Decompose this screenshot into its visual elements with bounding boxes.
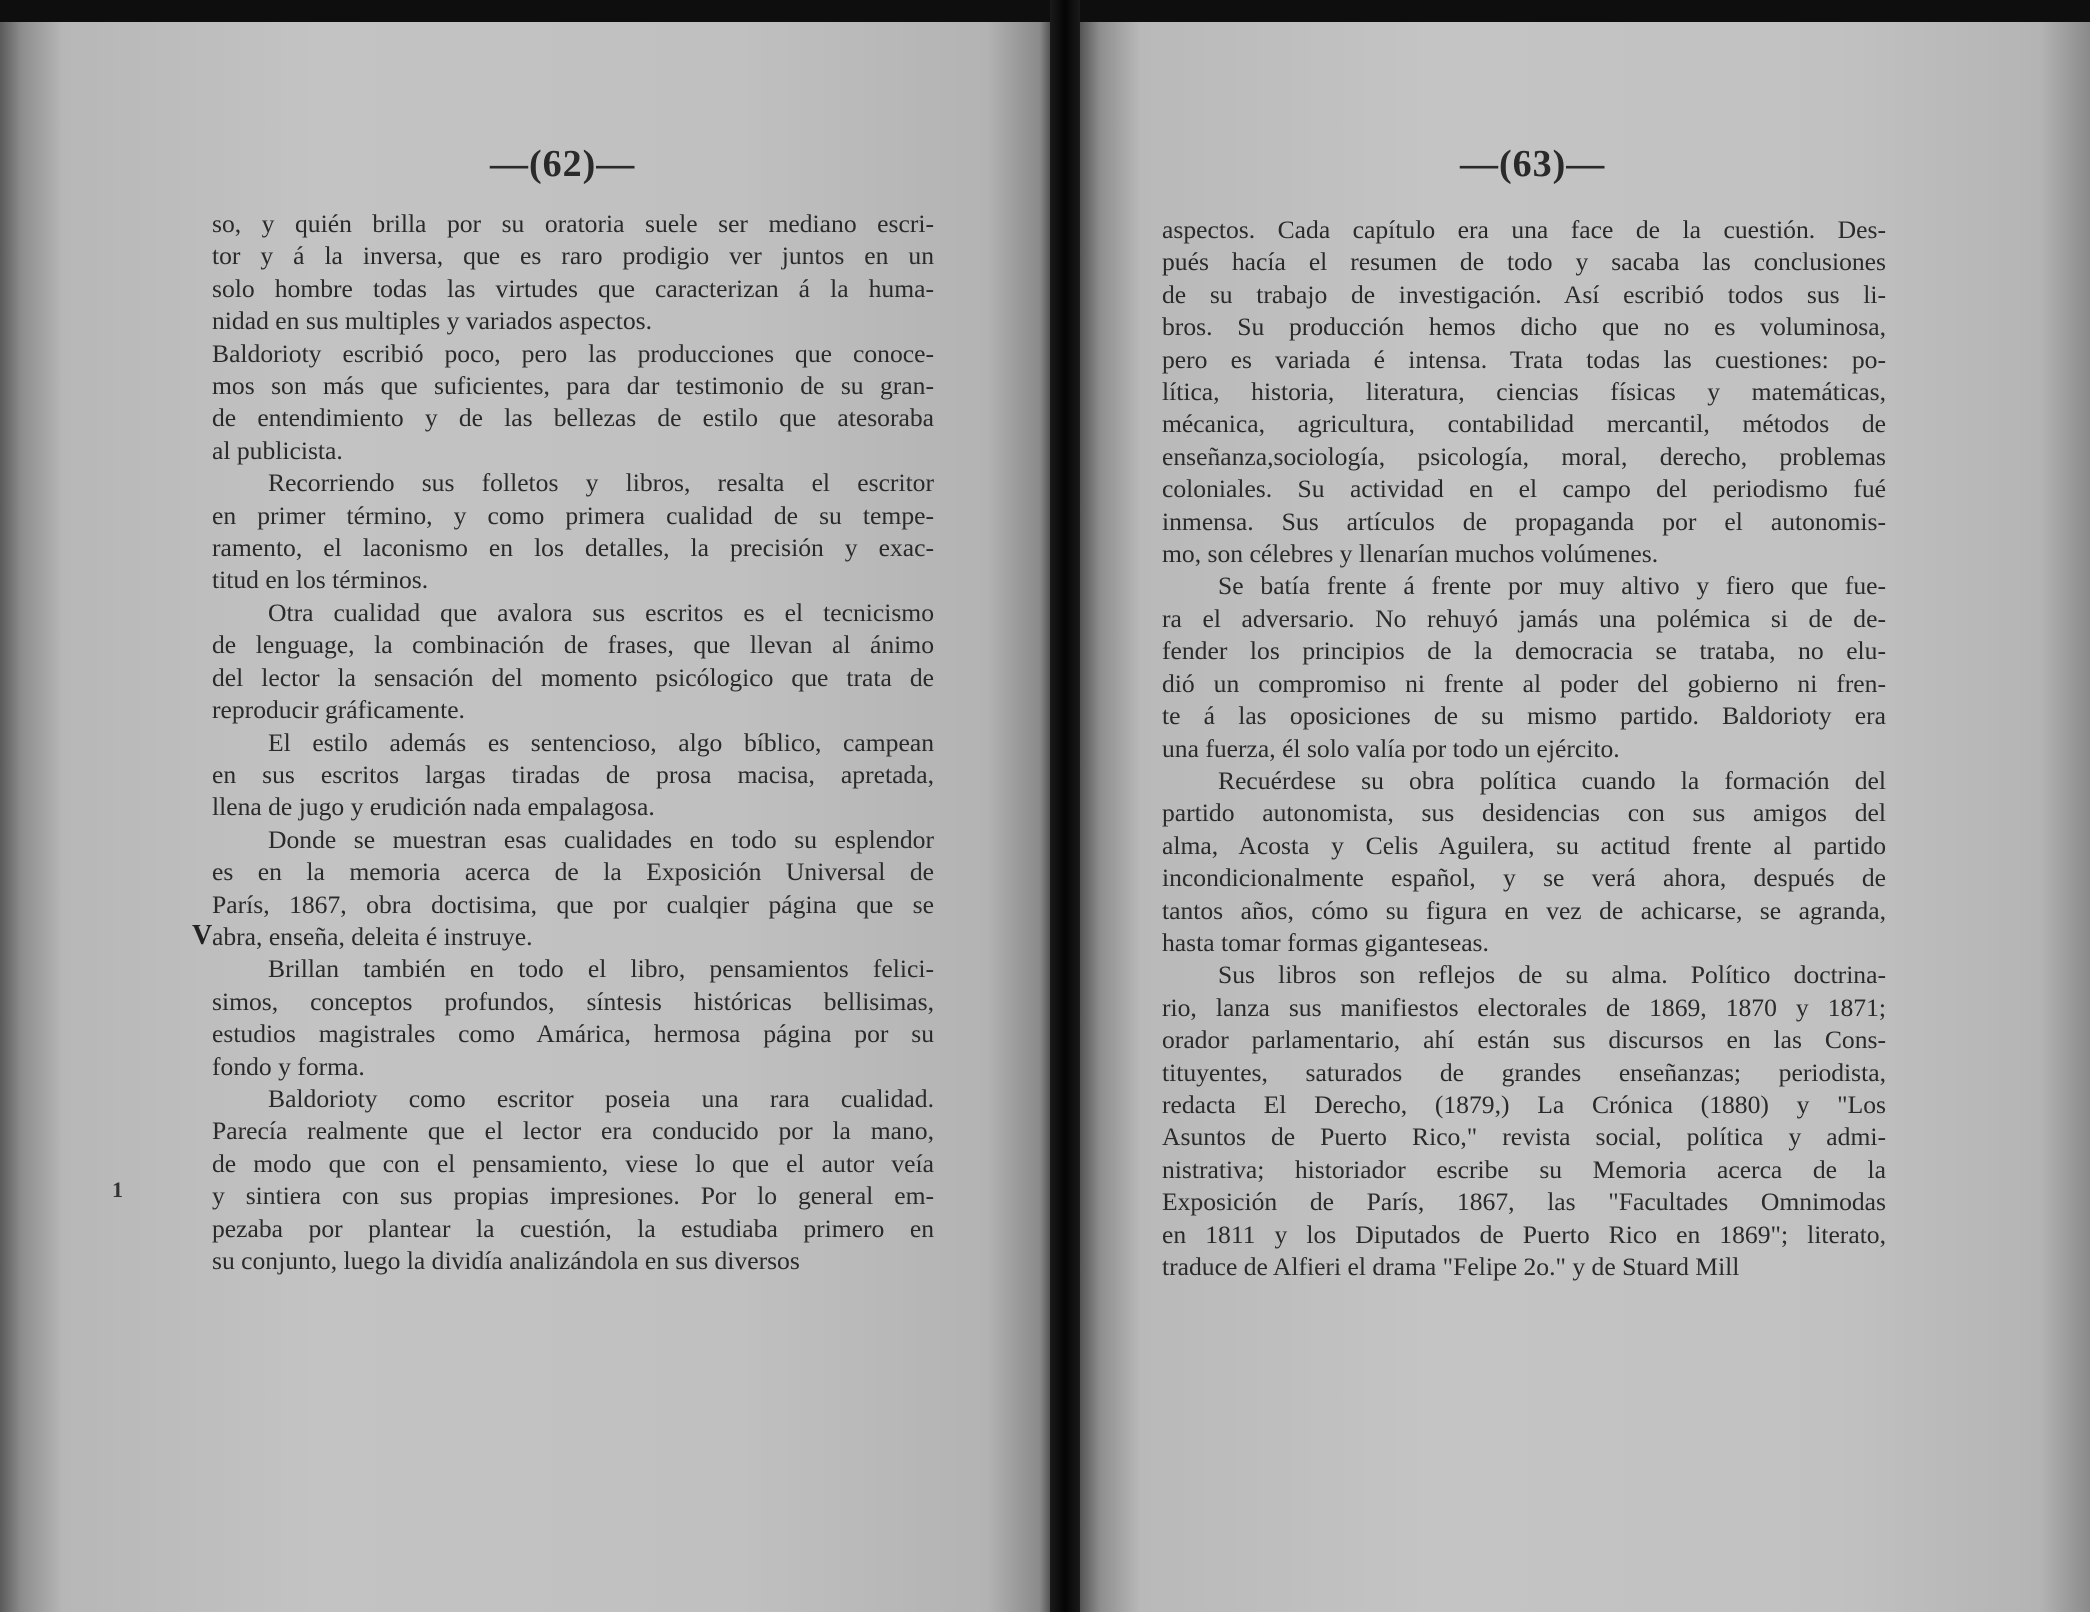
text-line: lítica, historia, literatura, ciencias físicas y matemáticas, (1162, 377, 1886, 407)
paragraph (212, 597, 934, 727)
text-line: del lector la sensación del momento psicólogico que trata de (212, 662, 934, 692)
text-line: Asuntos de Puerto Rico," revista social, política y admi- (1162, 1122, 1886, 1152)
text-line: pezaba por plantear la cuestión, la estudiaba primero en (212, 1213, 934, 1243)
text-line: enseñanza,sociología, psicología, moral, derecho, problemas (1162, 441, 1886, 471)
text-line: en 1811 y los Diputados de Puerto Rico en 1869"; literato, (1162, 1219, 1886, 1249)
text-line: nistrativa; historiador escribe su Memoria acerca de la (1162, 1154, 1886, 1184)
text-line: redacta El Derecho, (1879,) La Crónica (1880) y "Los (1162, 1089, 1886, 1119)
text-line: en primer término, y como primera cualidad de su tempe- (212, 500, 934, 530)
text-line: nidad en sus multiples y variados aspectos. (212, 306, 652, 336)
paragraph (1162, 959, 1886, 1283)
text-line: reproducir gráficamente. (212, 695, 465, 725)
text-line: Parecía realmente que el lector era conducido por la mano, (212, 1116, 934, 1146)
paragraph (1162, 765, 1886, 959)
text-line: pués hacía el resumen de todo y sacaba las conclusiones (1162, 247, 1886, 277)
text-line: abra, enseña, deleita é instruye. (212, 921, 533, 951)
page-body-text (212, 208, 934, 1277)
text-line: Sus libros son reflejos de su alma. Político doctrina- (1218, 960, 1886, 990)
text-line: alma, Acosta y Celis Aguilera, su actitud frente al partido (1162, 830, 1886, 860)
text-line: Otra cualidad que avalora sus escritos es el tecnicismo (268, 597, 934, 627)
text-line: tantos años, cómo su figura en vez de achicarse, se agranda, (1162, 895, 1886, 925)
page-number: —(63)— (1460, 143, 1606, 185)
text-line: Exposición de París, 1867, las "Facultades Omnimodas (1162, 1187, 1886, 1217)
text-line: dió un compromiso ni frente al poder del gobierno ni fren- (1162, 668, 1886, 698)
text-line: Recuérdese su obra política cuando la formación del (1218, 765, 1886, 795)
text-line: de modo que con el pensamiento, viese lo que el autor veía (212, 1148, 934, 1178)
text-line: coloniales. Su actividad en el campo del periodismo fué (1162, 474, 1886, 504)
text-line: te á las oposiciones de su mismo partido. Baldorioty era (1162, 701, 1886, 731)
text-line: Brillan también en todo el libro, pensamientos felici- (268, 954, 934, 984)
paragraph (212, 467, 934, 597)
text-line: El estilo además es sentencioso, algo bíblico, campean (268, 727, 934, 757)
text-line: fondo y forma. (212, 1051, 365, 1081)
text-line: orador parlamentario, ahí están sus discursos en las Cons- (1162, 1025, 1886, 1055)
text-line: aspectos. Cada capítulo era una face de la cuestión. Des- (1162, 215, 1886, 244)
text-line: ra el adversario. No rehuyó jamás una polémica si de de- (1162, 603, 1886, 633)
text-line: en sus escritos largas tiradas de prosa macisa, apretada, (212, 759, 934, 789)
text-line: simos, conceptos profundos, síntesis históricas bellisimas, (212, 986, 934, 1016)
paragraph (212, 727, 934, 824)
text-line: so, y quién brilla por su oratoria suele ser mediano escri- (212, 209, 934, 238)
text-line: rio, lanza sus manifiestos electorales de 1869, 1870 y 1871; (1162, 992, 1886, 1022)
margin-annotation: V (192, 920, 213, 951)
text-line: mécanica, agricultura, contabilidad mercantil, métodos de (1162, 409, 1886, 439)
text-line: mos son más que suficientes, para dar testimonio de su gran- (212, 371, 934, 401)
text-line: bros. Su producción hemos dicho que no es voluminosa, (1162, 312, 1886, 342)
text-line: pero es variada é intensa. Trata todas las cuestiones: po- (1162, 344, 1886, 374)
right-page (1080, 22, 2090, 1612)
text-line: ramento, el laconismo en los detalles, la precisión y exac- (212, 533, 934, 563)
text-line: traduce de Alfieri el drama "Felipe 2o." y de Stuard Mill (1162, 1252, 1740, 1281)
text-line: mo, son célebres y llenarían muchos volúmenes. (1162, 539, 1659, 569)
text-line: una fuerza, él solo valía por todo un ejército. (1162, 733, 1620, 763)
paragraph (1162, 214, 1886, 570)
text-line: inmensa. Sus artículos de propaganda por el autonomis- (1162, 506, 1886, 536)
edge-annotation: 1 (112, 1177, 123, 1202)
text-line: París, 1867, obra doctisima, que por cualqier página que se (212, 889, 934, 919)
text-line: solo hombre todas las virtudes que caracterizan á la huma- (212, 273, 934, 303)
paragraph (212, 824, 934, 954)
page-number: —(62)— (490, 143, 636, 185)
text-line: de entendimiento y de las bellezas de estilo que atesoraba (212, 403, 934, 433)
text-line: partido autonomista, sus desidencias con sus amigos del (1162, 798, 1886, 828)
text-line: Baldorioty como escritor poseia una rara cualidad. (268, 1083, 934, 1113)
paragraph (212, 953, 934, 1083)
text-line: al publicista. (212, 435, 343, 465)
text-line: Se batía frente á frente por muy altivo y fiero que fue- (1218, 571, 1886, 601)
text-line: su conjunto, luego la dividía analizándola en sus diversos (212, 1246, 800, 1275)
text-line: estudios magistrales como Amárica, hermosa página por su (212, 1019, 934, 1049)
text-line: Baldorioty escribió poco, pero las producciones que conoce- (212, 338, 934, 368)
text-line: titud en los términos. (212, 565, 429, 595)
paragraph (212, 208, 934, 338)
paragraph (1162, 570, 1886, 764)
paragraph (212, 1083, 934, 1277)
page-body-text (1162, 214, 1886, 1283)
text-line: Donde se muestran esas cualidades en todo su esplendor (268, 824, 934, 854)
text-line: tor y á la inversa, que es raro prodigio ver juntos en un (212, 241, 934, 271)
text-line: de lenguage, la combinación de frases, que llevan al ánimo (212, 630, 934, 660)
text-line: fender los principios de la democracia se trataba, no elu- (1162, 636, 1886, 666)
text-line: Recorriendo sus folletos y libros, resalta el escritor (268, 468, 934, 498)
text-line: hasta tomar formas giganteseas. (1162, 927, 1489, 957)
text-line: incondicionalmente español, y se verá ahora, después de (1162, 863, 1886, 893)
paragraph (212, 338, 934, 468)
text-line: es en la memoria acerca de la Exposición Universal de (212, 857, 934, 887)
left-page (0, 22, 1050, 1612)
book-gutter (1050, 0, 1080, 1612)
text-line: y sintiera con sus propias impresiones. Por lo general em- (212, 1181, 934, 1211)
text-line: llena de jugo y erudición nada empalagosa. (212, 792, 655, 822)
text-line: tituyentes, saturados de grandes enseñanzas; periodista, (1162, 1057, 1886, 1087)
text-line: de su trabajo de investigación. Así escribió todos sus li- (1162, 279, 1886, 309)
